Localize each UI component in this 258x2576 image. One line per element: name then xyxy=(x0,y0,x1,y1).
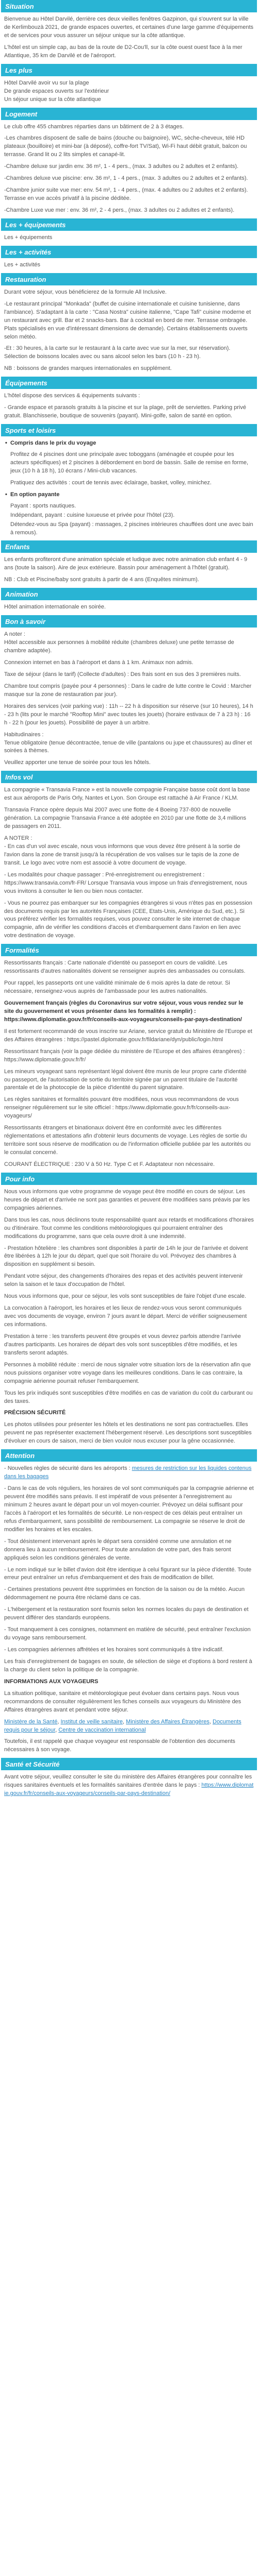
bullet-included: • Compris dans le prix du voyage xyxy=(4,439,254,448)
paragraph: - Certaines prestations peuvent être supprimées en fonction de la saison ou de la météo. Aucun dédommagement ne pourra être réclamé dans ce cas. xyxy=(4,1586,245,1601)
section-restauration xyxy=(1,273,257,373)
paragraph-text: Avant votre séjour, veuillez consulter le site du ministère des Affaires étrangères pour connaître les risques sanitaires éventuels et les formalités sanitaires d'entrée dans le pays : xyxy=(4,1774,252,1789)
section-sports xyxy=(1,424,257,537)
paragraph: Tenue obligatoire (tenue décontractée, tenue de ville (pantalons ou jupe et chaussures) au dîner et soirées à thèmes. xyxy=(4,739,252,754)
section-title: Animation xyxy=(1,588,257,600)
paragraph: La situation politique, sanitaire et météorologique peut évoluer dans certains pays. Nous vous recommandons de consulter régulièrement les fiches conseils aux voyageurs du Ministère des Affaires étrangères avant et pendant votre séjour. xyxy=(4,1690,241,1713)
paragraph xyxy=(4,1773,254,1798)
paragraph: - Tout manquement à ces consignes, notamment en matière de sécurité, peut entraîner l'exclusion du voyage sans remboursement. xyxy=(4,1626,251,1641)
paragraph: NB : Club et Piscine/baby sont gratuits à partir de 4 ans (Enquêtes minimum). xyxy=(4,577,199,583)
paragraph: Les règles sanitaires et formalités pouvant être modifiées, nous vous recommandons de vous renseigner régulièrement sur le site officiel : https://www.diplomatie.gouv.fr/fr/conseils-aux-voyageurs/ xyxy=(4,1096,239,1120)
section-enfants xyxy=(1,540,257,584)
paragraph: La compagnie « Transavia France » est la nouvelle compagnie Française basse coût dont la base est aux aéroports de Paris Orly, Nantes et Lyon. Son Groupe est rattaché à Air France / KLM. xyxy=(4,787,250,802)
bullet-optional: • En option payante xyxy=(4,491,254,499)
section-title: Les plus xyxy=(1,64,257,76)
sub-heading: INFORMATIONS AUX VOYAGEURS xyxy=(4,1678,99,1685)
paragraph: - Les compagnies aériennes affrétées et les horaires sont communiqués à titre indicatif. xyxy=(4,1647,224,1653)
documents-link[interactable]: Documents requis pour le séjour xyxy=(4,1718,241,1733)
section-title: Enfants xyxy=(1,540,257,553)
paragraph: Payant : sports nautiques. xyxy=(10,502,76,509)
paragraph: Durant votre séjour, vous bénéficierez de la formule All Inclusive. xyxy=(4,289,167,295)
vaccination-link[interactable]: Centre de vaccination international xyxy=(58,1726,146,1733)
links-paragraph: Ministère de la Santé, Institut de veille sanitaire, Ministère des Affaires Étrangères, Documents requis pour le séjour, Centre de vaccination international xyxy=(4,1718,241,1733)
section-logement xyxy=(1,108,257,215)
paragraph: Connexion internet en bas à l'aéroport et dans à 1 km. Animaux non admis. xyxy=(4,659,194,666)
paragraph: -Chambre Luxe vue mer : env. 36 m², 2 - 4 pers., (max. 3 adultes ou 2 adultes et 2 enfants). xyxy=(4,207,235,213)
section-infos-vol xyxy=(1,771,257,940)
paragraph: - Prestation hôtelière : les chambres sont disponibles à partir de 14h le jour de l'arrivée et doivent être libérées à 12h le jour du départ, quel que soit l'horaire du vol. Prévoyez des chambres à disposition en supplément si besoin. xyxy=(4,1245,248,1268)
section-situation xyxy=(1,0,257,60)
section-plus xyxy=(1,64,257,104)
paragraph: Ressortissants français : Carte nationale d'identité ou passeport en cours de validité. Les ressortissants d'autres nationalités doivent se renseigner auprès des ambassades ou consulats. xyxy=(4,960,246,975)
paragraph: Les enfants profiteront d'une animation spéciale et ludique avec notre animation club enfant 4 - 9 ans (toute la saison). Aire de jeux extérieure. Bassin pour aménagement à l'hôtel (gratuit). xyxy=(4,556,248,571)
paragraph: Chambre tout compris (payée pour 4 personnes) : Dans le cadre de lutte contre le Covid : Marcher masque sur la zone de restauration par jour). xyxy=(4,683,252,698)
section-title: Santé et Sécurité xyxy=(1,1758,257,1770)
paragraph: NB : boissons de grandes marques internationales en supplément. xyxy=(4,365,172,372)
diplomatie-link[interactable]: https://www.diplomatie.gouv.fr/fr/conseils-aux-voyageurs/conseils-par-pays-destination/ xyxy=(4,1782,254,1797)
section-title: Sports et loisirs xyxy=(1,424,257,436)
paragraph: Le club offre 455 chambres réparties dans un bâtiment de 2 à 3 étages. xyxy=(4,123,184,130)
section-title: Les + équipements xyxy=(1,218,257,231)
paragraph: Hôtel Darvilé avoir vu sur la plage xyxy=(4,79,89,86)
sante-link[interactable]: Ministère de la Santé xyxy=(4,1718,58,1725)
section-title: Les + activités xyxy=(1,246,257,258)
section-animation xyxy=(1,588,257,612)
paragraph: - Tout désistement intervenant après le départ sera considéré comme une annulation et ne donnera lieu à aucun remboursement. Pour toute annulation de votre part, des frais seront appliqués selon les conditions générales de vente. xyxy=(4,1538,232,1561)
paragraph: Hôtel accessible aux personnes à mobilité réduite (chambres deluxe) une petite terrasse de chambre adaptée). xyxy=(4,639,234,654)
paragraph: Ressortissant français (voir la page dédiée du ministère de l'Europe et des affaires étrangères) : https://www.diplomatie.gouv.fr/fr/ xyxy=(4,1048,245,1063)
paragraph: Détendez-vous au Spa (payant) : massages, 2 piscines intérieures chauffées dont une avec bain à remous). xyxy=(10,521,253,536)
paragraph: Bienvenue au Hôtel Darvilé, derrière ces deux vieilles fenêtres Gazpinon, qui s'ouvrent sur la ville de Kerlimbouzà 2021, de grande espaces ouvertes, et certaines d'une large gamme d'équipements et de services pour vous assurer un séjour unique sur la côte atlantique. xyxy=(4,16,254,39)
paragraph: -Chambres deluxe vue piscine: env. 36 m², 1 - 4 pers., (max. 3 adultes ou 2 adultes et 2 enfants). xyxy=(4,175,248,182)
paragraph: - L'hébergement et la restauration sont fournis selon les normes locales du pays de destination et peuvent différer des standards européens. xyxy=(4,1606,249,1621)
paragraph: Pratiquez des activités : court de tennis avec éclairage, basket, volley, minichez. xyxy=(10,479,212,486)
section-attention xyxy=(1,1449,257,1754)
section-title: Formalités xyxy=(1,944,257,956)
paragraph: -Le restaurant principal "Monkada" (buffet de cuisine internationale et cuisine tunisienne, dans l'ambiance). S'adaptant à la carte : "Casa Nostra" cuisine italienne, "Cape Tafi" cuisine moderne et un restaurant avec grill. Bar et 2 snacks-bars. Bar à cocktail en bord de mer. Terrasse ombragée. Plats spécialisés en vue d'intéressant dimensions de demande). Certains établissements ouverts selon météo. xyxy=(4,300,251,340)
veille-sanitaire-link[interactable]: Institut de veille sanitaire xyxy=(60,1718,123,1725)
section-title: Logement xyxy=(1,108,257,120)
paragraph: -Les chambres disposent de salle de bains (douche ou baignoire), WC, sèche-cheveux, télé HD plateaux (bouilloire) et mini-bar (à déposé), coffre-fort TV/Sat), Wi-Fi haut débit gratuit, balcon ou terrasse. Grand lit ou 2 lits simples et canapé-lit. xyxy=(4,135,247,158)
paragraph: A noter : xyxy=(4,631,25,638)
section-title: Situation xyxy=(1,0,257,12)
paragraph: - Les modalités pour chaque passager : Pré-enregistrement ou enregistrement : https://www.transavia.com/fr-FR/ Lorsque Transavia vous impose un frais d'enregistrement, nous vous invitons à consulter le lien ou bien nous contacter. xyxy=(4,871,248,894)
paragraph: Toutefois, il est rappelé que chaque voyageur est responsable de l'obtention des documents nécessaires à son voyage. xyxy=(4,1738,235,1753)
paragraph: -Chambre deluxe sur jardin env. 36 m², 1 - 4 pers., (max. 3 adultes ou 2 adultes et 2 enfants). xyxy=(4,163,239,170)
paragraph: Nous vous informons que, pour ce séjour, les vols sont susceptibles de faire l'objet d'une escale. xyxy=(4,1293,246,1300)
paragraph-text: - Nouvelles règles de sécurité dans les aéroports : xyxy=(4,1465,132,1472)
section-activites-plus xyxy=(1,246,257,269)
section-title: Bon à savoir xyxy=(1,615,257,628)
section-sante xyxy=(1,1758,257,1798)
paragraph: Indépendant, payant : cuisine luxueuse et privée pour l'hôtel (23). xyxy=(10,512,175,518)
paragraph: Pendant votre séjour, des changements d'horaires des repas et des activités peuvent intervenir selon la saison et le taux d'occupation de l'hôtel. xyxy=(4,1273,243,1288)
paragraph: Dans tous les cas, nous déclinons toute responsabilité quant aux retards et modifications d'horaires ou d'itinéraire. Tout comme les conditions météorologiques qui pourraient entraîner des modifications du programme, sans que cela ouvre droit à une indemnité. xyxy=(4,1216,254,1240)
paragraph: Pour rappel, les passeports ont une validité minimale de 6 mois après la date de retour. Si nécessaire, renseignez-vous auprès de l'ambassade pour les autres nationalités. xyxy=(4,980,230,995)
paragraph: Tous les prix indiqués sont susceptibles d'être modifiés en cas de variation du coût du carburant ou des taxes. xyxy=(4,1389,253,1404)
section-bon-a-savoir xyxy=(1,615,257,767)
paragraph: Les mineurs voyageant sans représentant légal doivent être munis de leur propre carte d'identité ou passeport, de l'autorisation de sortie du territoire signée par un parent titulaire de l'autorité parentale et de la photocopie de la pièce d'identité du parent signataire. xyxy=(4,1068,247,1091)
paragraph: Transavia France opère depuis Mai 2007 avec une flotte de 4 Boeing 737-800 de nouvelle génération. La compagnie Transavia France a été adoptée en 2010 par une flotte de 3,4 millions de passagers en 2011. xyxy=(4,807,247,830)
paragraph: -Chambre junior suite vue mer: env. 54 m², 1 - 4 pers., (max. 4 adultes ou 2 adultes et 2 enfants). Terrasse en vue accès privatif à la piscine déditée. xyxy=(4,187,248,202)
paragraph: A NOTER : xyxy=(4,835,33,841)
paragraph: Veuillez apporter une tenue de soirée pour tous les hôtels. xyxy=(4,759,151,766)
paragraph: - Le nom indiqué sur le billet d'avion doit être identique à celui figurant sur la pièce d'identité. Toute erreur peut entraîner un refus d'embarquement et des frais de modification de billet. xyxy=(4,1566,252,1581)
paragraph: -Et : 30 heures, à la carte sur le restaurant à la carte avec vue sur la mer, sur réservation). Sélection de boissons locales avec ou sans alcool selon les bars (10 h - 23 h). xyxy=(4,345,231,360)
paragraph: L'hôtel est un simple cap, au bas de la route de D2-Cou'll, sur la côte ouest ouest face à la mer Atlantique, 35 km de Darvilé et de l'aéroport. xyxy=(4,44,243,59)
paragraph: COURANT ÉLECTRIQUE : 230 V à 50 Hz. Type C et F. Adaptateur non nécessaire. xyxy=(4,1161,215,1167)
section-title: Équipements xyxy=(1,377,257,389)
paragraph: Prestation à terre : les transferts peuvent être groupés et vous devrez parfois attendre l'arrivée d'autres participants. Les horaires de départ des vols sont susceptibles d'être modifiés, et les transferts seront adaptés. xyxy=(4,1333,241,1356)
paragraph: Un séjour unique sur la côte atlantique xyxy=(4,96,101,103)
paragraph: - En cas d'un vol avec escale, nous vous informons que vous devez être présent à la sortie de l'avion dans la zone de transit jusqu'à la récupération de vos valises sur le tapis de la zone de transit. Le logo avec votre nom est associé à votre document de voyage. xyxy=(4,843,240,866)
affaires-etrangeres-link[interactable]: Ministère des Affaires Étrangères xyxy=(126,1718,209,1725)
paragraph: - Vous ne pourrez pas embarquer sur les compagnies étrangères si vous n'êtes pas en possession des documents requis par les autorités Françaises (CEE, Etats-Unis, Amérique du Sud, etc.). Si vous préférez vérifier les formalités requises, vous pouvez consulter le site internet de chaque compagnie, afin de vérifier les conditions d'accès et d'embarquement dans l'avion en lien avec votre destination de voyage. xyxy=(4,900,252,939)
section-title: Restauration xyxy=(1,273,257,285)
paragraph: Les + activités xyxy=(4,261,41,268)
section-formalites xyxy=(1,944,257,1169)
paragraph: Nous vous informons que votre programme de voyage peut être modifié en cours de séjour. Les heures de départ et d'arrivée ne sont pas garanties et peuvent être modifiées sans préavis par les compagnies aériennes. xyxy=(4,1188,250,1211)
paragraph: - Dans le cas de vols réguliers, les horaires de vol sont communiqués par la compagnie aérienne et peuvent être modifiés sans préavis. Il est impératif de vous présenter à l'enregistrement au minimum 2 heures avant le départ pour un vol moyen-courrier. Prévoyez un délai suffisant pour l'accès à l'aéroport et les formalités de sécurité. Le non-respect de ces délais peut entraîner un refus d'embarquement, sans possibilité de remboursement. La compagnie se réserve le droit de modifier les horaires et les escales. xyxy=(4,1485,254,1533)
sub-heading: PRÉCISION SÉCURITÉ xyxy=(4,1410,66,1416)
paragraph: Taxe de séjour (dans le tarif) (Collecte d'adultes) : Des frais sont en sus des 3 premières nuits. xyxy=(4,671,241,677)
paragraph: Les + équipements xyxy=(4,234,53,241)
paragraph: Personnes à mobilité réduite : merci de nous signaler votre situation lors de la réservation afin que nous puissions organiser votre voyage dans les meilleures conditions. Dans le cas contraire, la compagnie aérienne pourrait refuser l'embarquement. xyxy=(4,1361,251,1384)
paragraph xyxy=(4,1465,254,1481)
liquids-restriction-link[interactable]: mesures de restriction sur les liquides contenus dans les bagages xyxy=(4,1465,252,1480)
paragraph: Les frais d'enregistrement de bagages en soute, de sélection de siège et d'options à bord restent à la charge du client selon la politique de la compagnie. xyxy=(4,1658,252,1673)
paragraph: Habitudinaires : xyxy=(4,731,44,738)
section-equipements xyxy=(1,377,257,420)
section-title: Attention xyxy=(1,1449,257,1462)
paragraph: Profitez de 4 piscines dont une principale avec toboggans (aménagée et coupée pour les acteurs spécifiques) et 2 piscines à débordement en bord de bassin. Salle de remise en forme, jeux (10 h à 18 h), 10 écrans / Mini-club vacances. xyxy=(10,451,249,474)
paragraph: Gouvernement français (règles du Coronavirus sur votre séjour, vous vous rendez sur le site du gouvernement et vous présenter dans les formalités à remplir) : https://www.diplomatie.gouv.fr/fr/conseils-aux-voyageurs/conseils-par-pays-destination/ xyxy=(4,1000,244,1023)
paragraph: La convocation à l'aéroport, les horaires et les lieux de rendez-vous vous seront communiqués avec vos documents de voyage, environ 7 jours avant le départ. Merci de vérifier soigneusement ces informations. xyxy=(4,1305,247,1328)
paragraph: Les photos utilisées pour présenter les hôtels et les destinations ne sont pas contractuelles. Elles peuvent ne pas représenter exactement l'hébergement réservé. Les descriptions sont susceptibles d'évoluer en cours de saison, merci de bien vouloir nous excuser pour la gêne occasionnée. xyxy=(4,1421,252,1445)
section-equipements-plus xyxy=(1,218,257,242)
paragraph: Il est fortement recommandé de vous inscrire sur Ariane, service gratuit du Ministère de l'Europe et des Affaires étrangères : https://pastel.diplomatie.gouv.fr/fildariane/dyn/public/login.html xyxy=(4,1028,252,1043)
paragraph: L'hôtel dispose des services & équipements suivants : xyxy=(4,393,140,399)
section-title: Pour info xyxy=(1,1173,257,1185)
paragraph: - Grande espace et parasols gratuits à la piscine et sur la plage, prêt de serviettes. Parking privé gratuit. Blanchisserie, boutique de souvenirs (payant). Mini-golfe, salon de santé en option. xyxy=(4,404,246,419)
section-pour-info xyxy=(1,1173,257,1446)
section-title: Infos vol xyxy=(1,771,257,783)
paragraph: De grande espaces ouverts sur l'extérieur xyxy=(4,88,109,94)
paragraph: Ressortissants étrangers et binationaux doivent être en conformité avec les différentes réglementations et attestations afin d'obtenir leurs documents de voyage. Les règles de sortie du territoire sont sous réserve de modification ou de l'information officielle publiée par les autorités ou le consulat concerné. xyxy=(4,1125,251,1156)
paragraph: Horaires des services (voir parking vue) : 11h -- 22 h à disposition sur réserve (sur 10 heures), 14 h - 23 h (lits pour le marché "Rooftop Mini" avec toutes les jouets) (horaire estivaux de 7 à 23 h) : 16 h - 22 h (pour les jouets). Possibilité de payer à un arbitre. xyxy=(4,703,253,726)
paragraph: Hôtel animation internationale en soirée. xyxy=(4,604,106,611)
